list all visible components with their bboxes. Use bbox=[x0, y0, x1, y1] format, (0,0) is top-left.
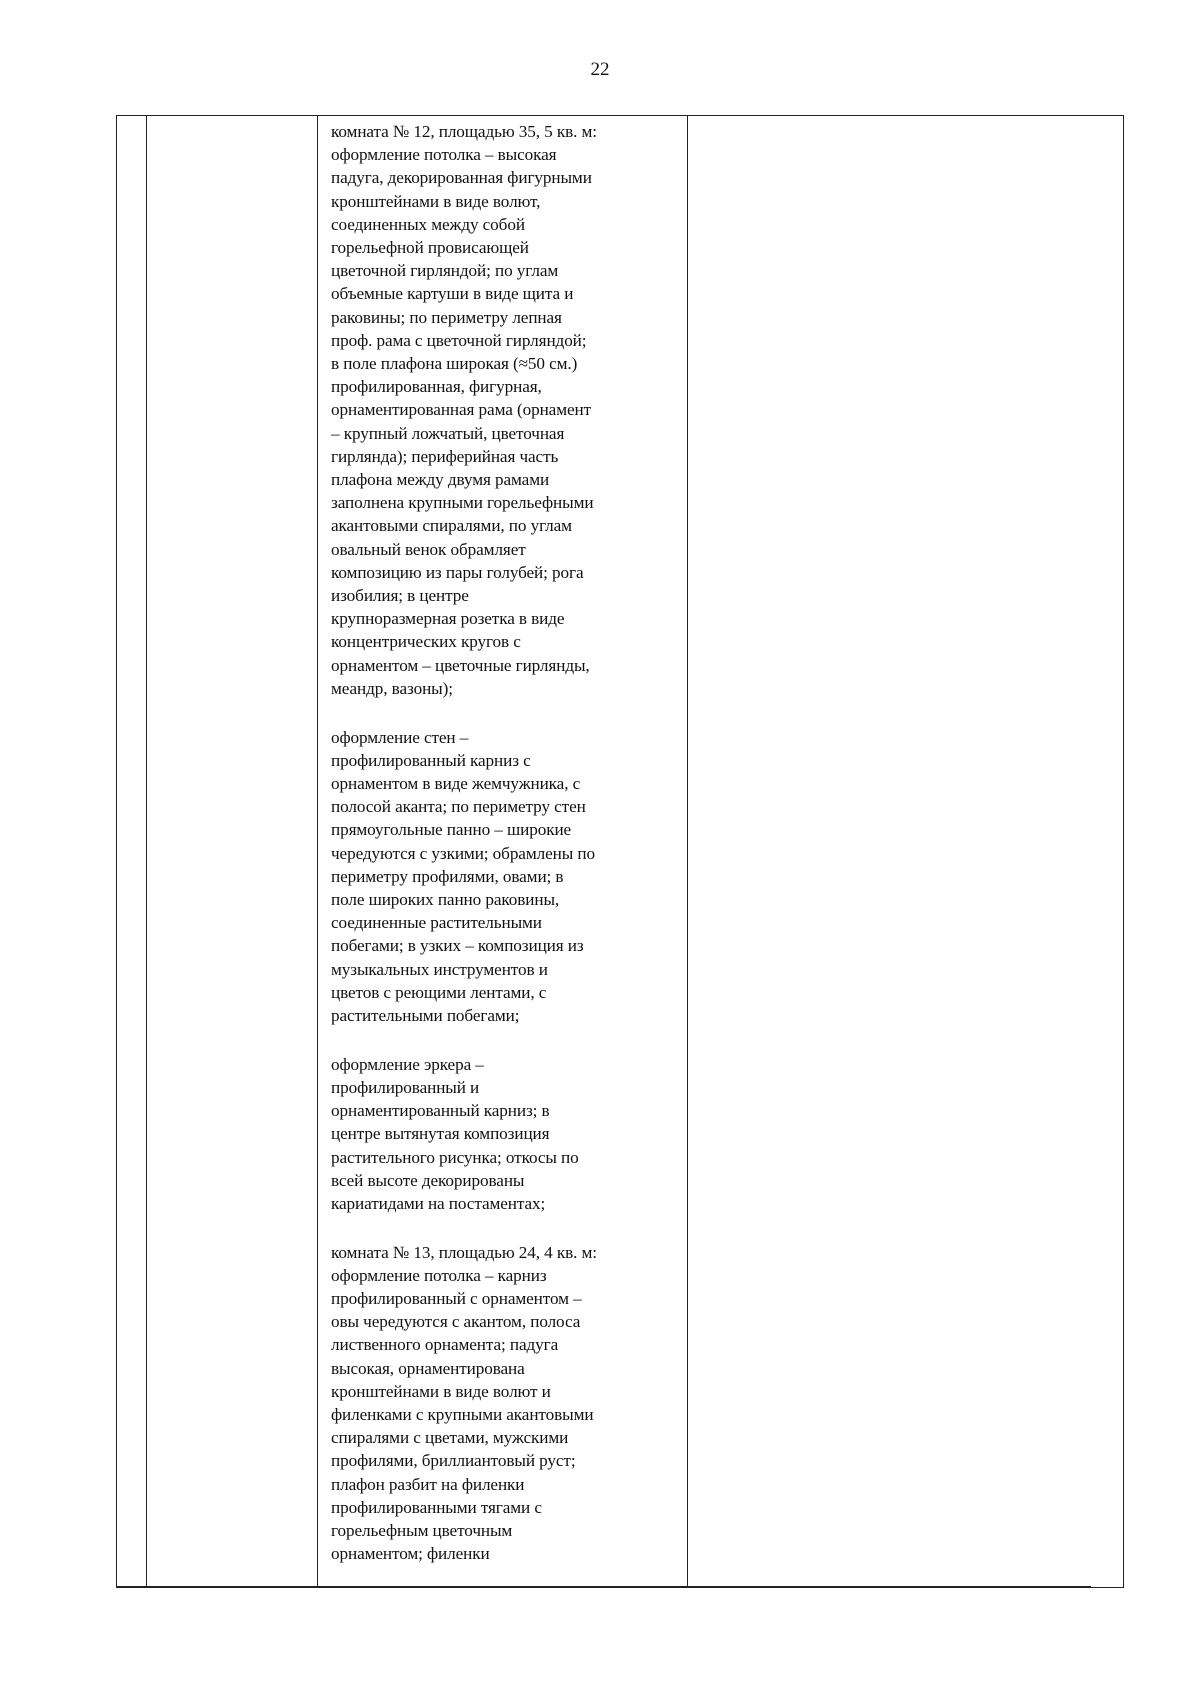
description-paragraph-bay-window: оформление эркера – профилированный и орнаментированный карниз; в центре вытянутая композиция растительного рисунка; откосы по всей высоте декорированы кариатидами на постаментах; bbox=[331, 1054, 579, 1213]
description-paragraph-room-12-ceiling: комната № 12, площадью 35, 5 кв. м: оформление потолка – высокая падуга, декорированная фигурными кронштейнами в виде волют, соединенных между собой горельефной провисающей цветочной гирляндой; по углам объемные картуши в виде щита и раковины; по периметру лепная проф. рама с цветочной гирляндой; в поле плафона широкая (≈50 см.) профилированная, фигурная, орнаментированная рама (орнамент – крупный ложчатый, цветочная гирлянда); периферийная часть плафона между двумя рамами заполнена крупными горельефными акантовыми спиралями, по углам овальный венок обрамляет композицию из пары голубей; рога изобилия; в центре крупноразмерная розетка в виде концентрических кругов с орнаментом – цветочные гирлянды, меандр, вазоны); bbox=[331, 122, 597, 698]
description-paragraph-room-13-ceiling: комната № 13, площадью 24, 4 кв. м: оформление потолка – карниз профилированный с орнаментом – овы чередуются с акантом, полоса лиственного орнамента; падуга высокая, орнаментирована кронштейнами в виде волют и филенками с крупными акантовыми спиралями с цветами, мужскими профилями, бриллиантовый руст; плафон разбит на филенки профилированными тягами с горельефным цветочным орнаментом; филенки bbox=[331, 1242, 597, 1564]
description-paragraph-walls: оформление стен – профилированный карниз с орнаментом в виде жемчужника, с полосой аканта; по периметру стен прямоугольные панно – широкие чередуются с узкими; обрамлены по периметру профилями, овами; в поле широких панно раковины, соединенные растительными побегами; в узких – композиция из музыкальных инструментов и цветов с реющими лентами, с растительными побегами; bbox=[331, 727, 595, 1026]
table-bottom-border bbox=[116, 1586, 1091, 1588]
table-cell-notes bbox=[688, 116, 1124, 1588]
table-cell-description bbox=[318, 116, 688, 1588]
page-number: 22 bbox=[590, 59, 610, 80]
description-table bbox=[116, 115, 1124, 1588]
table-cell-index bbox=[117, 116, 147, 1588]
table-cell-object bbox=[147, 116, 318, 1588]
table-row bbox=[117, 116, 1124, 1588]
